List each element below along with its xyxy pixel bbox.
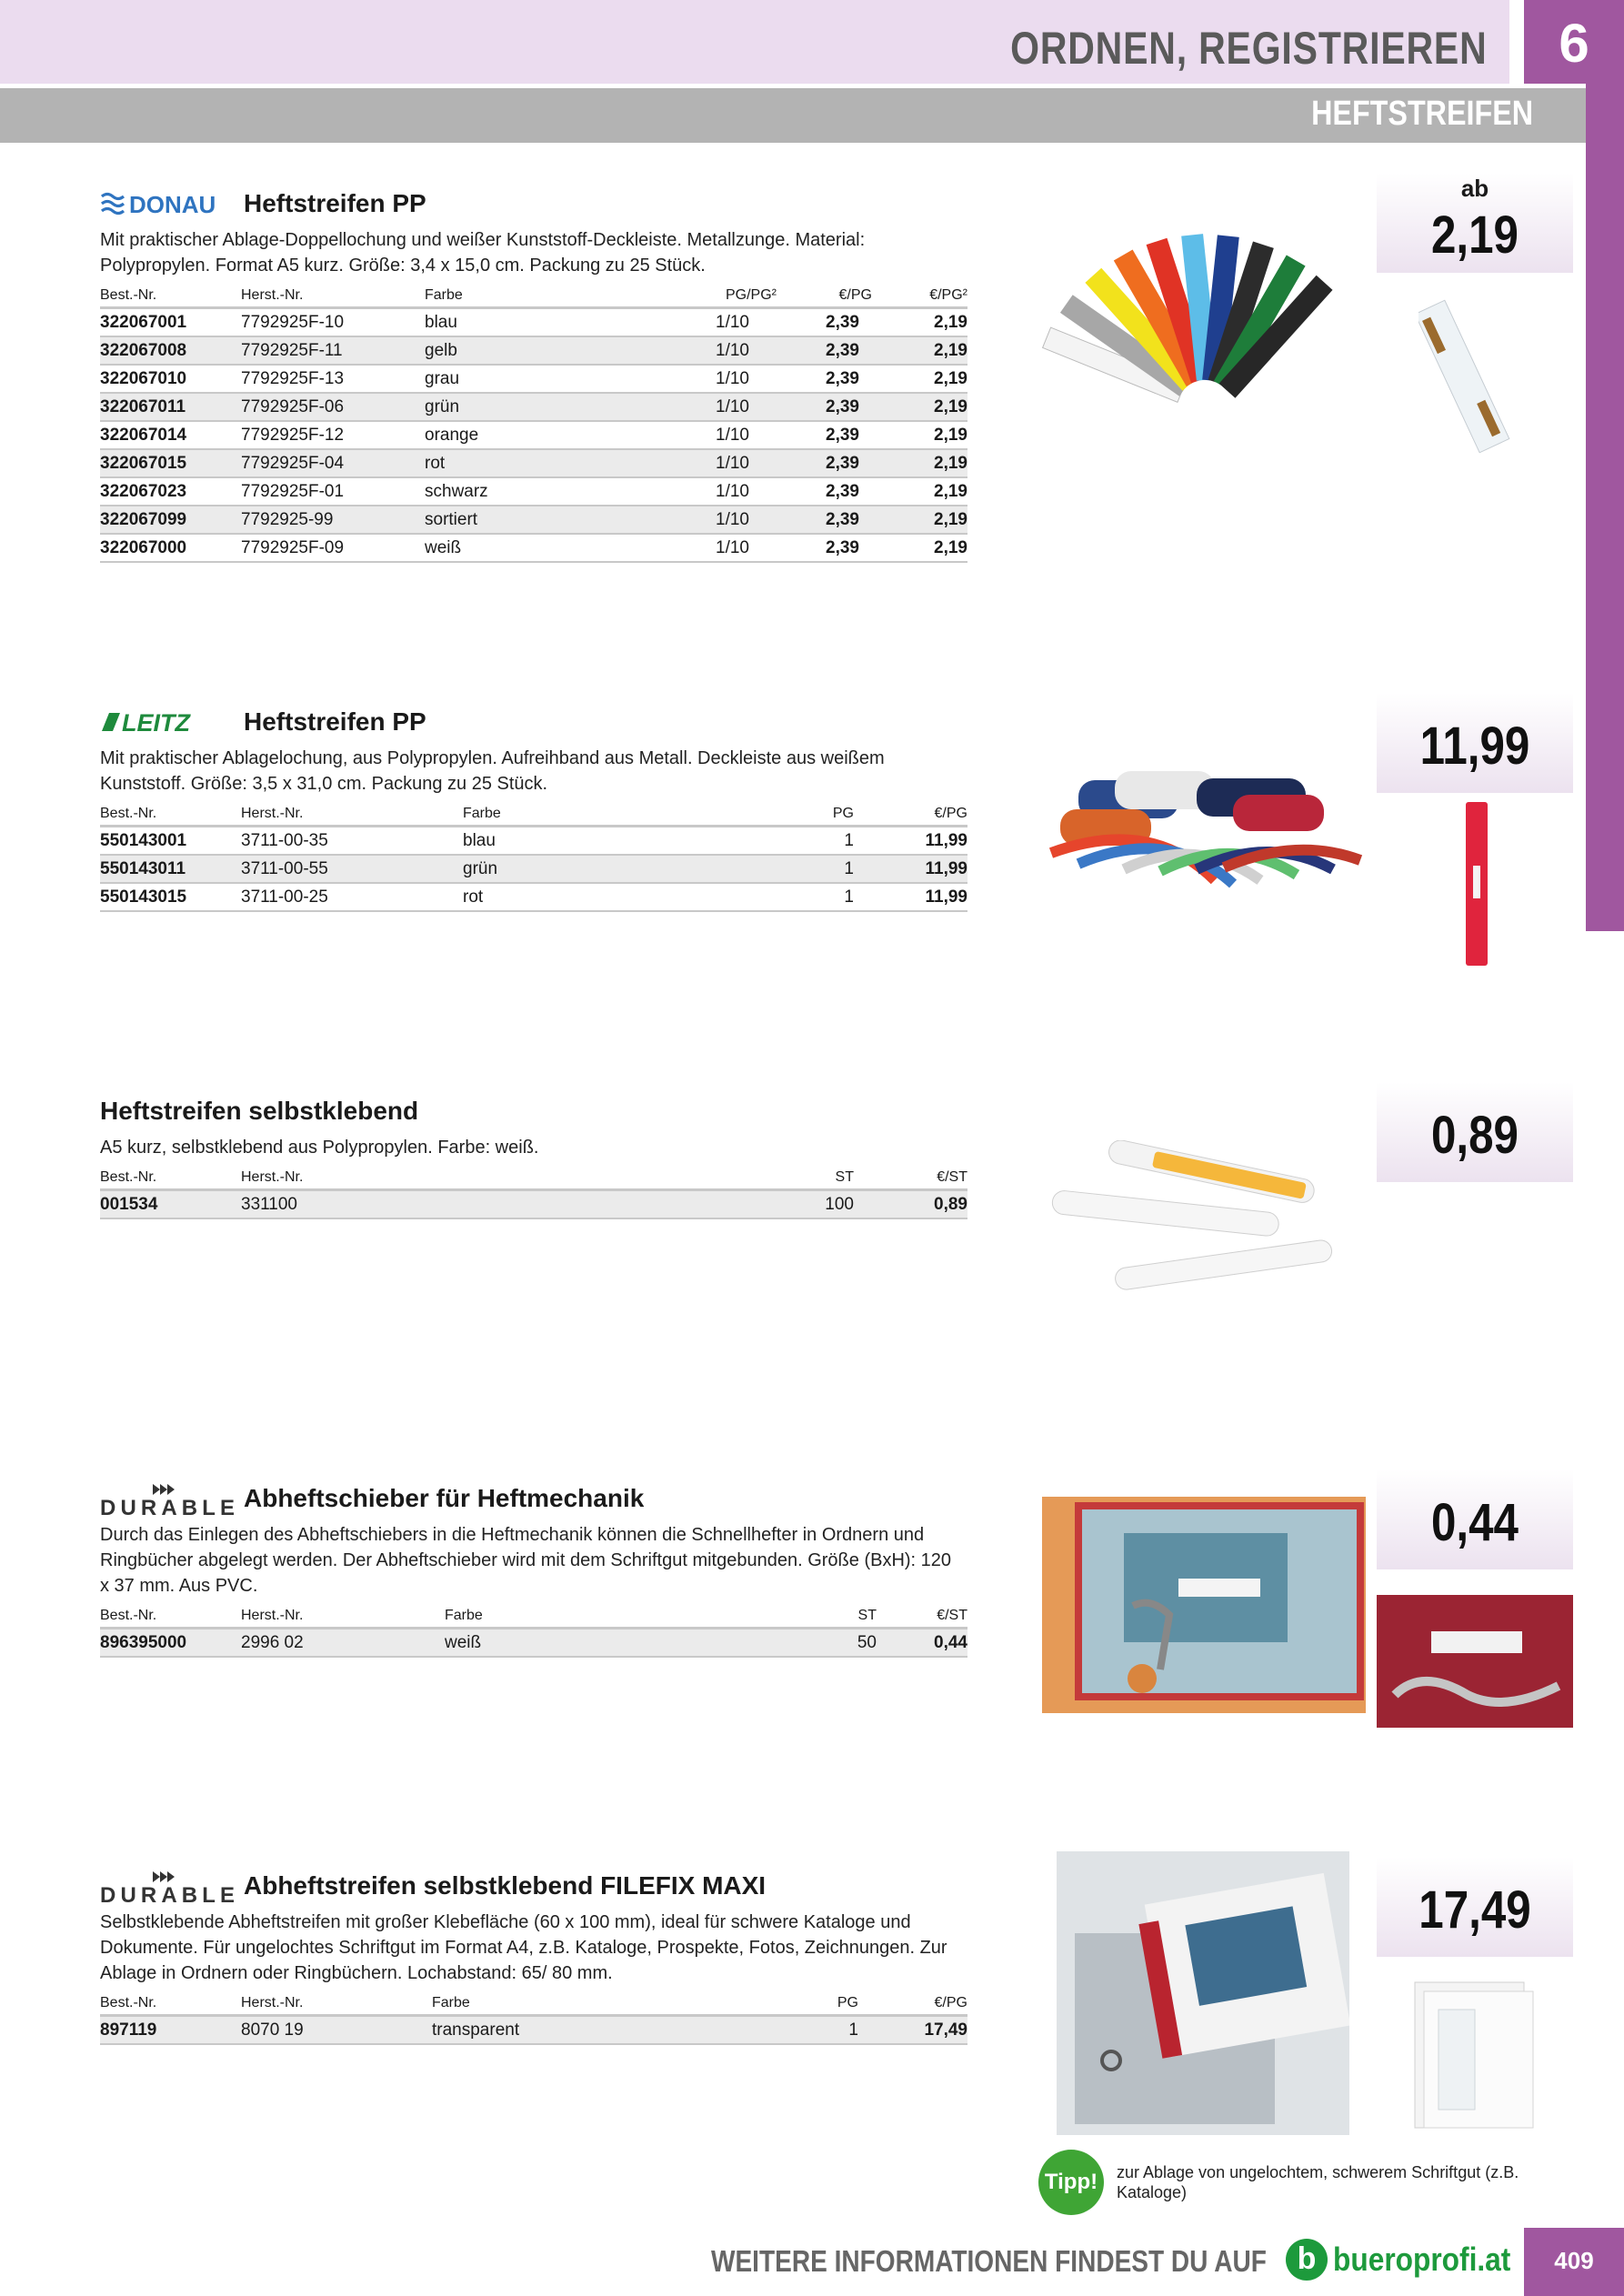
table-row[interactable]: 550143001 3711-00-35 blau 1 11,99 <box>100 827 967 856</box>
table-header-row <box>100 286 967 308</box>
table-header-row: Best.-Nr. Herst.-Nr. Farbe ST €/ST <box>100 1606 967 1629</box>
section-title: ORDNEN, REGISTRIEREN <box>1010 23 1488 74</box>
chapter-tab[interactable]: 6 <box>1524 0 1624 84</box>
product-table <box>100 1993 967 2045</box>
product-durable-abheftschieber <box>100 1480 967 1658</box>
table-row[interactable]: 322067001 7792925F-10 blau 1/10 2,39 2,19 <box>100 308 967 337</box>
product-title: Heftstreifen PP <box>244 707 426 736</box>
table-row[interactable]: 322067099 7792925-99 sortiert 1/10 2,39 2,19 <box>100 506 967 534</box>
svg-text:DURABLE: DURABLE <box>100 1883 235 1904</box>
filefix-photo-2 <box>1406 1973 1542 2137</box>
table-header-row: Best.-Nr. Herst.-Nr. Farbe PG €/PG <box>100 804 967 827</box>
price: 17,49 <box>1418 1880 1531 1940</box>
donau-logo <box>100 189 236 218</box>
svg-text:DONAU: DONAU <box>129 191 216 218</box>
price-box <box>1377 693 1573 793</box>
table-row[interactable]: 322067000 7792925F-09 weiß 1/10 2,39 2,19 <box>100 534 967 562</box>
product-table <box>100 286 967 563</box>
product-description: A5 kurz, selbstklebend aus Polypropylen. Farbe: weiß. <box>100 1138 539 1158</box>
table-header-row: Best.-Nr. Herst.-Nr. ST €/ST <box>100 1168 967 1190</box>
price-prefix: ab <box>1460 175 1489 202</box>
product-donau-heftstreifen <box>100 185 967 563</box>
tipp-badge: Tipp! <box>1038 2150 1104 2215</box>
price-box <box>1377 1082 1573 1182</box>
table-row[interactable]: 550143015 3711-00-25 rot 1 11,99 <box>100 883 967 911</box>
durable-arrows-icon <box>153 1871 175 1882</box>
product-title: Heftstreifen selbstklebend <box>100 1097 419 1125</box>
table-row[interactable]: 896395000 2996 02 weiß 50 0,44 <box>100 1629 967 1658</box>
product-heftstreifen-selbstklebend <box>100 1093 967 1219</box>
table-row[interactable]: 322067010 7792925F-13 grau 1/10 2,39 2,19 <box>100 365 967 393</box>
col-eur-pg2: €/PG² <box>872 286 967 308</box>
filefix-photo-1 <box>1057 1851 1349 2135</box>
product-title: Abheftstreifen selbstklebend FILEFIX MAXI <box>244 1871 767 1900</box>
table-row[interactable]: 322067023 7792925F-01 schwarz 1/10 2,39 2,19 <box>100 477 967 506</box>
product-description: Mit praktischer Ablagelochung, aus Polypropylen. Aufreihband aus Metall. Deckleiste aus weißem Kunststoff. Größe: 3,5 x 31,0 cm. Packung zu 25 Stück. <box>100 748 885 794</box>
price: 11,99 <box>1419 717 1530 776</box>
donau-single-strip-image <box>1418 291 1528 455</box>
subsection-title: HEFTSTREIFEN <box>1310 95 1533 133</box>
table-row[interactable]: 322067014 7792925F-12 orange 1/10 2,39 2,19 <box>100 421 967 449</box>
table-row[interactable]: 001534 331100 100 0,89 <box>100 1190 967 1219</box>
product-table <box>100 1606 967 1658</box>
price-box <box>1377 1469 1573 1569</box>
page-number: 409 <box>1524 2228 1624 2296</box>
svg-text:DURABLE: DURABLE <box>100 1496 235 1517</box>
tipp-text: zur Ablage von ungelochtem, schwerem Schriftgut (z.B. Kataloge) <box>1117 2163 1519 2201</box>
leitz-flag-icon <box>102 713 120 731</box>
table-row[interactable]: 550143011 3711-00-55 grün 1 11,99 <box>100 855 967 883</box>
product-description: Durch das Einlegen des Abheftschiebers in die Heftmechanik können die Schnellhefter in Ordnern und Ringbücher abgelegt werden. Der Abheftschieber wird mit dem Schriftgut mitgebunden. Größe (BxH): 120 x 37 mm. Aus PVC. <box>100 1525 952 1596</box>
durable-logo <box>100 1868 236 1904</box>
col-pg: PG/PG² <box>652 286 777 308</box>
col-farbe: Farbe <box>425 286 652 308</box>
price: 0,89 <box>1431 1106 1519 1165</box>
donau-waves-icon <box>100 189 236 218</box>
table-header-row: Best.-Nr. Herst.-Nr. Farbe PG €/PG <box>100 1993 967 2016</box>
abheftschieber-photo-1 <box>1042 1497 1366 1713</box>
durable-logo <box>100 1480 236 1517</box>
price-box <box>1377 173 1573 273</box>
selbstklebend-strips-image <box>1042 1140 1369 1295</box>
table-row[interactable]: 897119 8070 19 transparent 1 17,49 <box>100 2016 967 2045</box>
product-table <box>100 1168 967 1219</box>
col-herstnr: Herst.-Nr. <box>241 286 425 308</box>
donau-fan-image <box>1037 226 1373 407</box>
product-title: Abheftschieber für Heftmechanik <box>244 1484 645 1512</box>
col-eur-pg: €/PG <box>777 286 872 308</box>
price: 2,19 <box>1431 206 1519 265</box>
product-description: Mit praktischer Ablage-Doppellochung und weißer Kunststoff-Deckleiste. Metallzunge. Material: Polypropylen. Format A5 kurz. Größe: 3,4 x 15,0 cm. Packung zu 25 Stück. <box>100 230 866 276</box>
col-bestnr: Best.-Nr. <box>100 286 241 308</box>
table-row[interactable]: 322067011 7792925F-06 grün 1/10 2,39 2,19 <box>100 393 967 421</box>
bueroprofi-link[interactable]: bueroprofi.at <box>1333 2241 1511 2278</box>
durable-arrows-icon <box>153 1484 175 1495</box>
abheftschieber-photo-2 <box>1377 1595 1573 1728</box>
table-row[interactable]: 322067015 7792925F-04 rot 1/10 2,39 2,19 <box>100 449 967 477</box>
table-row[interactable]: 322067008 7792925F-11 gelb 1/10 2,39 2,19 <box>100 336 967 365</box>
product-description: Selbstklebende Abheftstreifen mit großer Klebefläche (60 x 100 mm), ideal für schwere Kataloge und Dokumente. Für ungelochtes Schriftgut im Format A4, z.B. Kataloge, Prospekte, Fotos, Zeichnungen. Zur Ablage in Ordnern oder Ringbüchern. Lochabstand: 65/ 80 mm. <box>100 1912 947 1983</box>
chapter-sidebar <box>1586 84 1624 931</box>
leitz-logo <box>100 707 236 737</box>
leitz-packs-image <box>1042 762 1369 889</box>
footer-text: WEITERE INFORMATIONEN FINDEST DU AUF <box>711 2244 1267 2278</box>
price-box <box>1377 1857 1573 1957</box>
product-durable-filefix-maxi <box>100 1868 967 2045</box>
product-title: Heftstreifen PP <box>244 189 426 217</box>
product-leitz-heftstreifen <box>100 704 967 912</box>
bueroprofi-logo-icon[interactable]: b <box>1286 2239 1328 2281</box>
price: 0,44 <box>1431 1493 1519 1552</box>
leitz-single-strip-image <box>1455 802 1500 968</box>
svg-text:LEITZ: LEITZ <box>122 709 190 737</box>
product-table <box>100 804 967 912</box>
